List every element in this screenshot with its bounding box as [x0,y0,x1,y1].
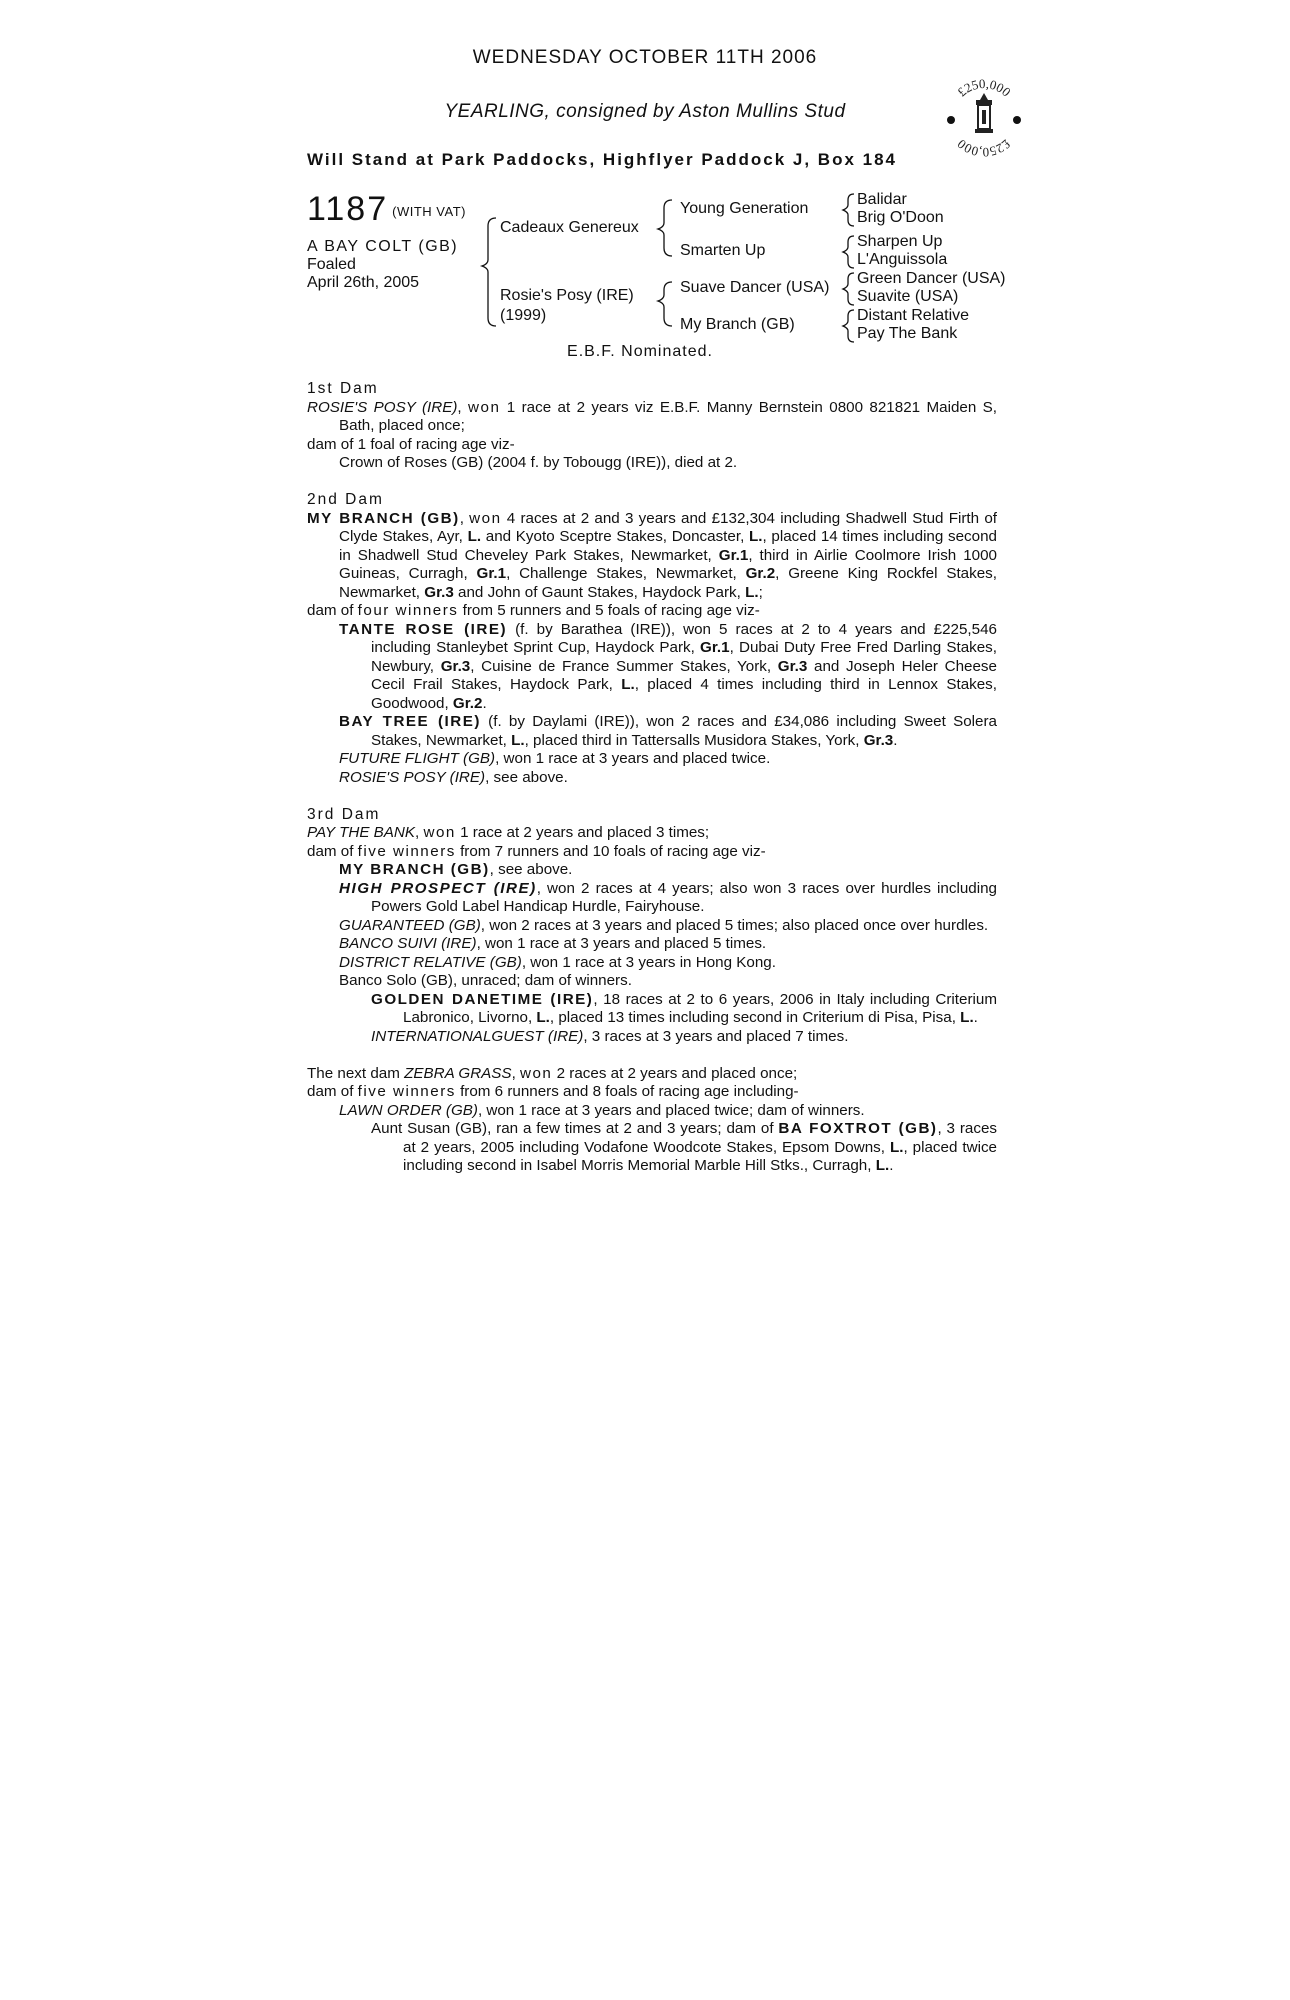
next-dam-name: ZEBRA GRASS [404,1064,512,1082]
offspring-text: . [889,1157,894,1174]
second-dam-offspring-4 [307,769,997,788]
winners-count: five winners [357,1083,456,1100]
record-text: and Kyoto Sceptre Stakes, Doncaster, [481,528,749,545]
offspring-text: . [482,694,487,712]
record-text: , Greene King Rockfel Stakes, Newmarket, [339,565,997,601]
record-text: 4 races at 2 and 3 years and £132,304 including Shadwell Stud Firth of Clyde Stakes, Ayr, [339,509,997,545]
next-dam-lead: The next dam [307,1064,405,1082]
offspring-name: BA FOXTROT (GB) [778,1120,938,1137]
third-dam-name: PAY THE BANK [307,824,416,841]
vat-note: (WITH VAT) [392,203,466,219]
offspring-text: , see above. [485,768,568,786]
offspring-name: TANTE ROSE (IRE) [339,620,508,638]
record-text: , placed 14 times including second in Shadwell Stud Cheveley Park Stakes, Newmarket, [339,528,997,564]
listed-marker: L. [748,528,763,545]
offspring-text: , won 1 race at 3 years and placed twice; dam of winners. [477,1101,865,1119]
offspring-text: , 3 races at 2 years, 2005 including Vodafone Woodcote Stakes, Epsom Downs, [403,1120,997,1156]
third-dam-offspring-2 [307,880,997,917]
first-dam-name: ROSIE'S POSY (IRE) [307,398,458,416]
offspring-name: INTERNATIONALGUEST (IRE) [371,1027,584,1045]
offspring-text: , Dubai Duty Free Fred Darling Stakes, Newbury, [371,639,997,675]
offspring-text: Aunt Susan (GB), ran a few times at 2 and 3 years; dam of [371,1120,779,1137]
third-dam-offspring-3 [307,917,997,936]
third-dam-title: 3rd Dam [307,805,381,823]
record-text: , Challenge Stakes, Newmarket, [506,565,746,582]
won-word: won [423,824,456,841]
grandoffspring-1 [307,991,997,1028]
offspring-text: , see above. [489,861,573,878]
offspring-text: , won 1 race at 3 years and placed 5 times. [476,935,767,952]
record-text: 2 races at 2 years and placed once; [552,1064,798,1082]
next-dam-section [307,1065,997,1176]
produce-text: dam of [307,602,358,619]
next-dam-produce [307,1083,997,1102]
third-dam-offspring-5 [307,954,997,973]
foaled-label: Foaled [307,256,356,273]
sire-name: Cadeaux Genereux [500,219,639,236]
offspring-text: , placed 4 times including third in Lennox Stakes, Goodwood, [371,676,997,712]
first-dam-foal-1: Crown of Roses (GB) (2004 f. by Tobougg (IRE)), died at 2. [339,454,738,471]
offspring-name: GOLDEN DANETIME (IRE) [371,990,594,1008]
group-marker: Gr.1 [718,546,749,564]
group-marker: Gr.2 [452,694,483,712]
pedigree-braces [0,0,1290,380]
listed-marker: L. [511,731,525,749]
offspring-text: , won 2 races at 4 years; also won 3 races over hurdles including Powers Gold Label Handicap Hurdle, Fairyhouse. [371,879,997,915]
lot-number-value: 1187 [307,190,389,228]
produce-text: dam of [307,842,358,860]
offspring-text: , Cuisine de France Summer Stakes, York, [470,657,778,675]
consignor-line: YEARLING, consigned by Aston Mullins Stud [444,101,846,122]
listed-marker: L. [889,1138,904,1156]
dam-dam-name: My Branch (GB) [680,316,795,333]
group-marker: Gr.3 [424,583,454,601]
group-marker: Gr.3 [863,731,894,749]
first-dam-produce: dam of 1 foal of racing age viz- [307,435,515,453]
produce-text: dam of [307,1083,358,1100]
sale-date: WEDNESDAY OCTOBER 11TH 2006 [472,47,818,68]
colt-description: A BAY COLT (GB) [307,238,459,255]
offspring-name: GUARANTEED (GB) [339,916,481,934]
listed-marker: L. [536,1009,550,1026]
ancestor-3: Sharpen Up [857,233,943,250]
second-dam-produce [307,602,997,621]
third-dam-offspring-4 [307,935,997,954]
offspring-text: , placed twice including second in Isabel Morris Memorial Marble Hill Stks., Curragh, [403,1138,998,1174]
second-dam-title: 2nd Dam [307,491,384,508]
offspring-name: BAY TREE (IRE) [339,713,481,730]
first-dam-record: ROSIE'S POSY (IRE), won 1 race at 2 years viz E.B.F. Manny Bernstein 0800 821821 Maiden S, Bath, placed once; [307,398,998,434]
second-dam-offspring-2 [307,713,997,750]
dam-name [500,286,634,326]
foaled-date: April 26th, 2005 [307,274,420,291]
offspring-text: and Joseph Heler Cheese Cecil Frail Stakes, Haydock Park, [371,657,997,693]
third-dam-record: PAY THE BANK, won 1 race at 2 years and placed 3 times; [307,824,710,841]
offspring-name: HIGH PROSPECT (IRE) [339,879,537,897]
offspring-text: . [973,1009,978,1026]
record-text: ; [758,583,763,601]
offspring-text: (f. by Barathea (IRE)), won 5 races at 2 to 4 years and £225,546 including Stanleybet Sprint Cup, Haydock Park, [371,620,997,656]
listed-marker: L. [621,676,635,693]
second-dam-offspring-1 [307,621,997,714]
ancestor-8: Pay The Bank [857,325,958,342]
next-dam-offspring-1 [307,1102,997,1121]
ancestor-2: Brig O'Doon [857,209,944,226]
sire-dam-name: Smarten Up [680,242,766,259]
offspring-text: , won 1 race at 3 years in Hong Kong. [521,953,776,971]
offspring-name: DISTRICT RELATIVE (GB) [339,953,522,971]
offspring-text: , placed 13 times including second in Criterium di Pisa, Pisa, [549,1009,961,1026]
listed-marker: L. [960,1009,974,1026]
offspring-text: (f. by Daylami (IRE)), won 2 races and £34,086 including Sweet Solera Stakes, Newmarket, [371,713,998,749]
next-dam-grandoffspring-1 [307,1120,997,1176]
offspring-name: MY BRANCH (GB) [339,861,490,878]
group-marker: Gr.3 [440,657,471,675]
won-word: won [469,509,502,527]
record-text: and John of Gaunt Stakes, Haydock Park, [453,583,746,601]
seal-text-top: £250,000 [954,75,1014,100]
offspring-name: FUTURE FLIGHT (GB) [339,750,496,767]
group-marker: Gr.3 [777,657,808,675]
dam-name-text: Rosie's Posy (IRE) [500,287,634,304]
produce-text: from 5 runners and 5 foals of racing age viz- [458,602,760,619]
second-dam-name: MY BRANCH (GB) [307,509,460,527]
second-dam-section [307,491,997,787]
first-dam-record-text: 1 race at 2 years viz E.B.F. Manny Bernstein 0800 821821 Maiden S, Bath, placed once; [339,398,998,434]
listed-marker: L. [467,528,482,545]
ancestor-6: Suavite (USA) [857,288,959,305]
offspring-text: , 18 races at 2 to 6 years, 2006 in Italy including Criterium Labronico, Livorno, [403,990,997,1026]
produce-text: from 6 runners and 8 foals of racing age including- [455,1083,799,1100]
offspring-text: , won 1 race at 3 years and placed twice. [495,750,771,767]
first-dam-section [307,380,997,473]
offspring-text: , 3 races at 3 years and placed 7 times. [583,1027,849,1045]
produce-text: from 7 runners and 10 foals of racing age viz- [455,842,766,860]
third-dam-offspring-6: Banco Solo (GB), unraced; dam of winners. [339,972,632,989]
next-dam-record: The next dam ZEBRA GRASS, won 2 races at 2 years and placed once; [307,1064,798,1082]
stabling-location: Will Stand at Park Paddocks, Highflyer Paddock J, Box 184 [307,150,897,169]
seal-text-bottom: £250,000 [954,136,1014,161]
record-text: , third in Airlie Coolmore Irish 1000 Guineas, Curragh, [339,546,997,582]
offspring-text: . [893,731,898,749]
group-marker: Gr.2 [745,565,776,582]
produce-record [307,380,997,1194]
group-marker: Gr.1 [700,639,730,656]
third-dam-section [307,806,997,1047]
offspring-text: , won 2 races at 3 years and placed 5 times; also placed once over hurdles. [480,916,989,934]
sire-sire-name: Young Generation [680,200,809,217]
offspring-name: LAWN ORDER (GB) [339,1101,478,1119]
offspring-name: ROSIE'S POSY (IRE) [339,768,486,786]
record-text: 1 race at 2 years and placed 3 times; [455,824,710,841]
won-word: won [468,398,501,416]
ancestor-7: Distant Relative [857,307,970,324]
second-dam-record: MY BRANCH (GB), won 4 races at 2 and 3 years and £132,304 including Shadwell Stud Firth of Clyde Stakes, Ayr, L. and Kyoto Sceptre Stakes, Doncaster, L., placed 14 times including second in Shadwell Stud Cheveley Park Stakes, Newmarket, Gr.1, third in Airlie Coolmore Irish 1000 Guineas, Curragh, Gr.1, Challenge Stakes, Newmarket, Gr.2, Greene King Rockfel Stakes, Newmarket, Gr.3 and John of Gaunt Stakes, Haydock Park, L.; [307,509,997,601]
ancestor-5: Green Dancer (USA) [857,270,1006,287]
ancestor-4: L'Anguissola [857,251,948,268]
offspring-name: BANCO SUIVI (IRE) [339,935,477,952]
offspring-text: , placed third in Tattersalls Musidora Stakes, York, [524,731,864,749]
listed-marker: L. [745,583,759,601]
grandoffspring-2 [307,1028,997,1047]
ancestor-1: Balidar [857,191,907,208]
winners-count: four winners [357,602,459,619]
group-marker: Gr.1 [476,565,507,582]
winners-count: five winners [357,842,456,860]
listed-marker: L. [875,1157,890,1174]
dam-foaling-year: (1999) [500,307,547,324]
second-dam-offspring-3 [307,750,997,769]
first-dam-title: 1st Dam [307,380,379,397]
third-dam-offspring-1 [307,861,997,880]
dam-sire-name: Suave Dancer (USA) [680,279,830,296]
won-word: won [520,1064,553,1082]
ebf-nominated: E.B.F. Nominated. [567,343,713,360]
third-dam-produce [307,843,997,862]
